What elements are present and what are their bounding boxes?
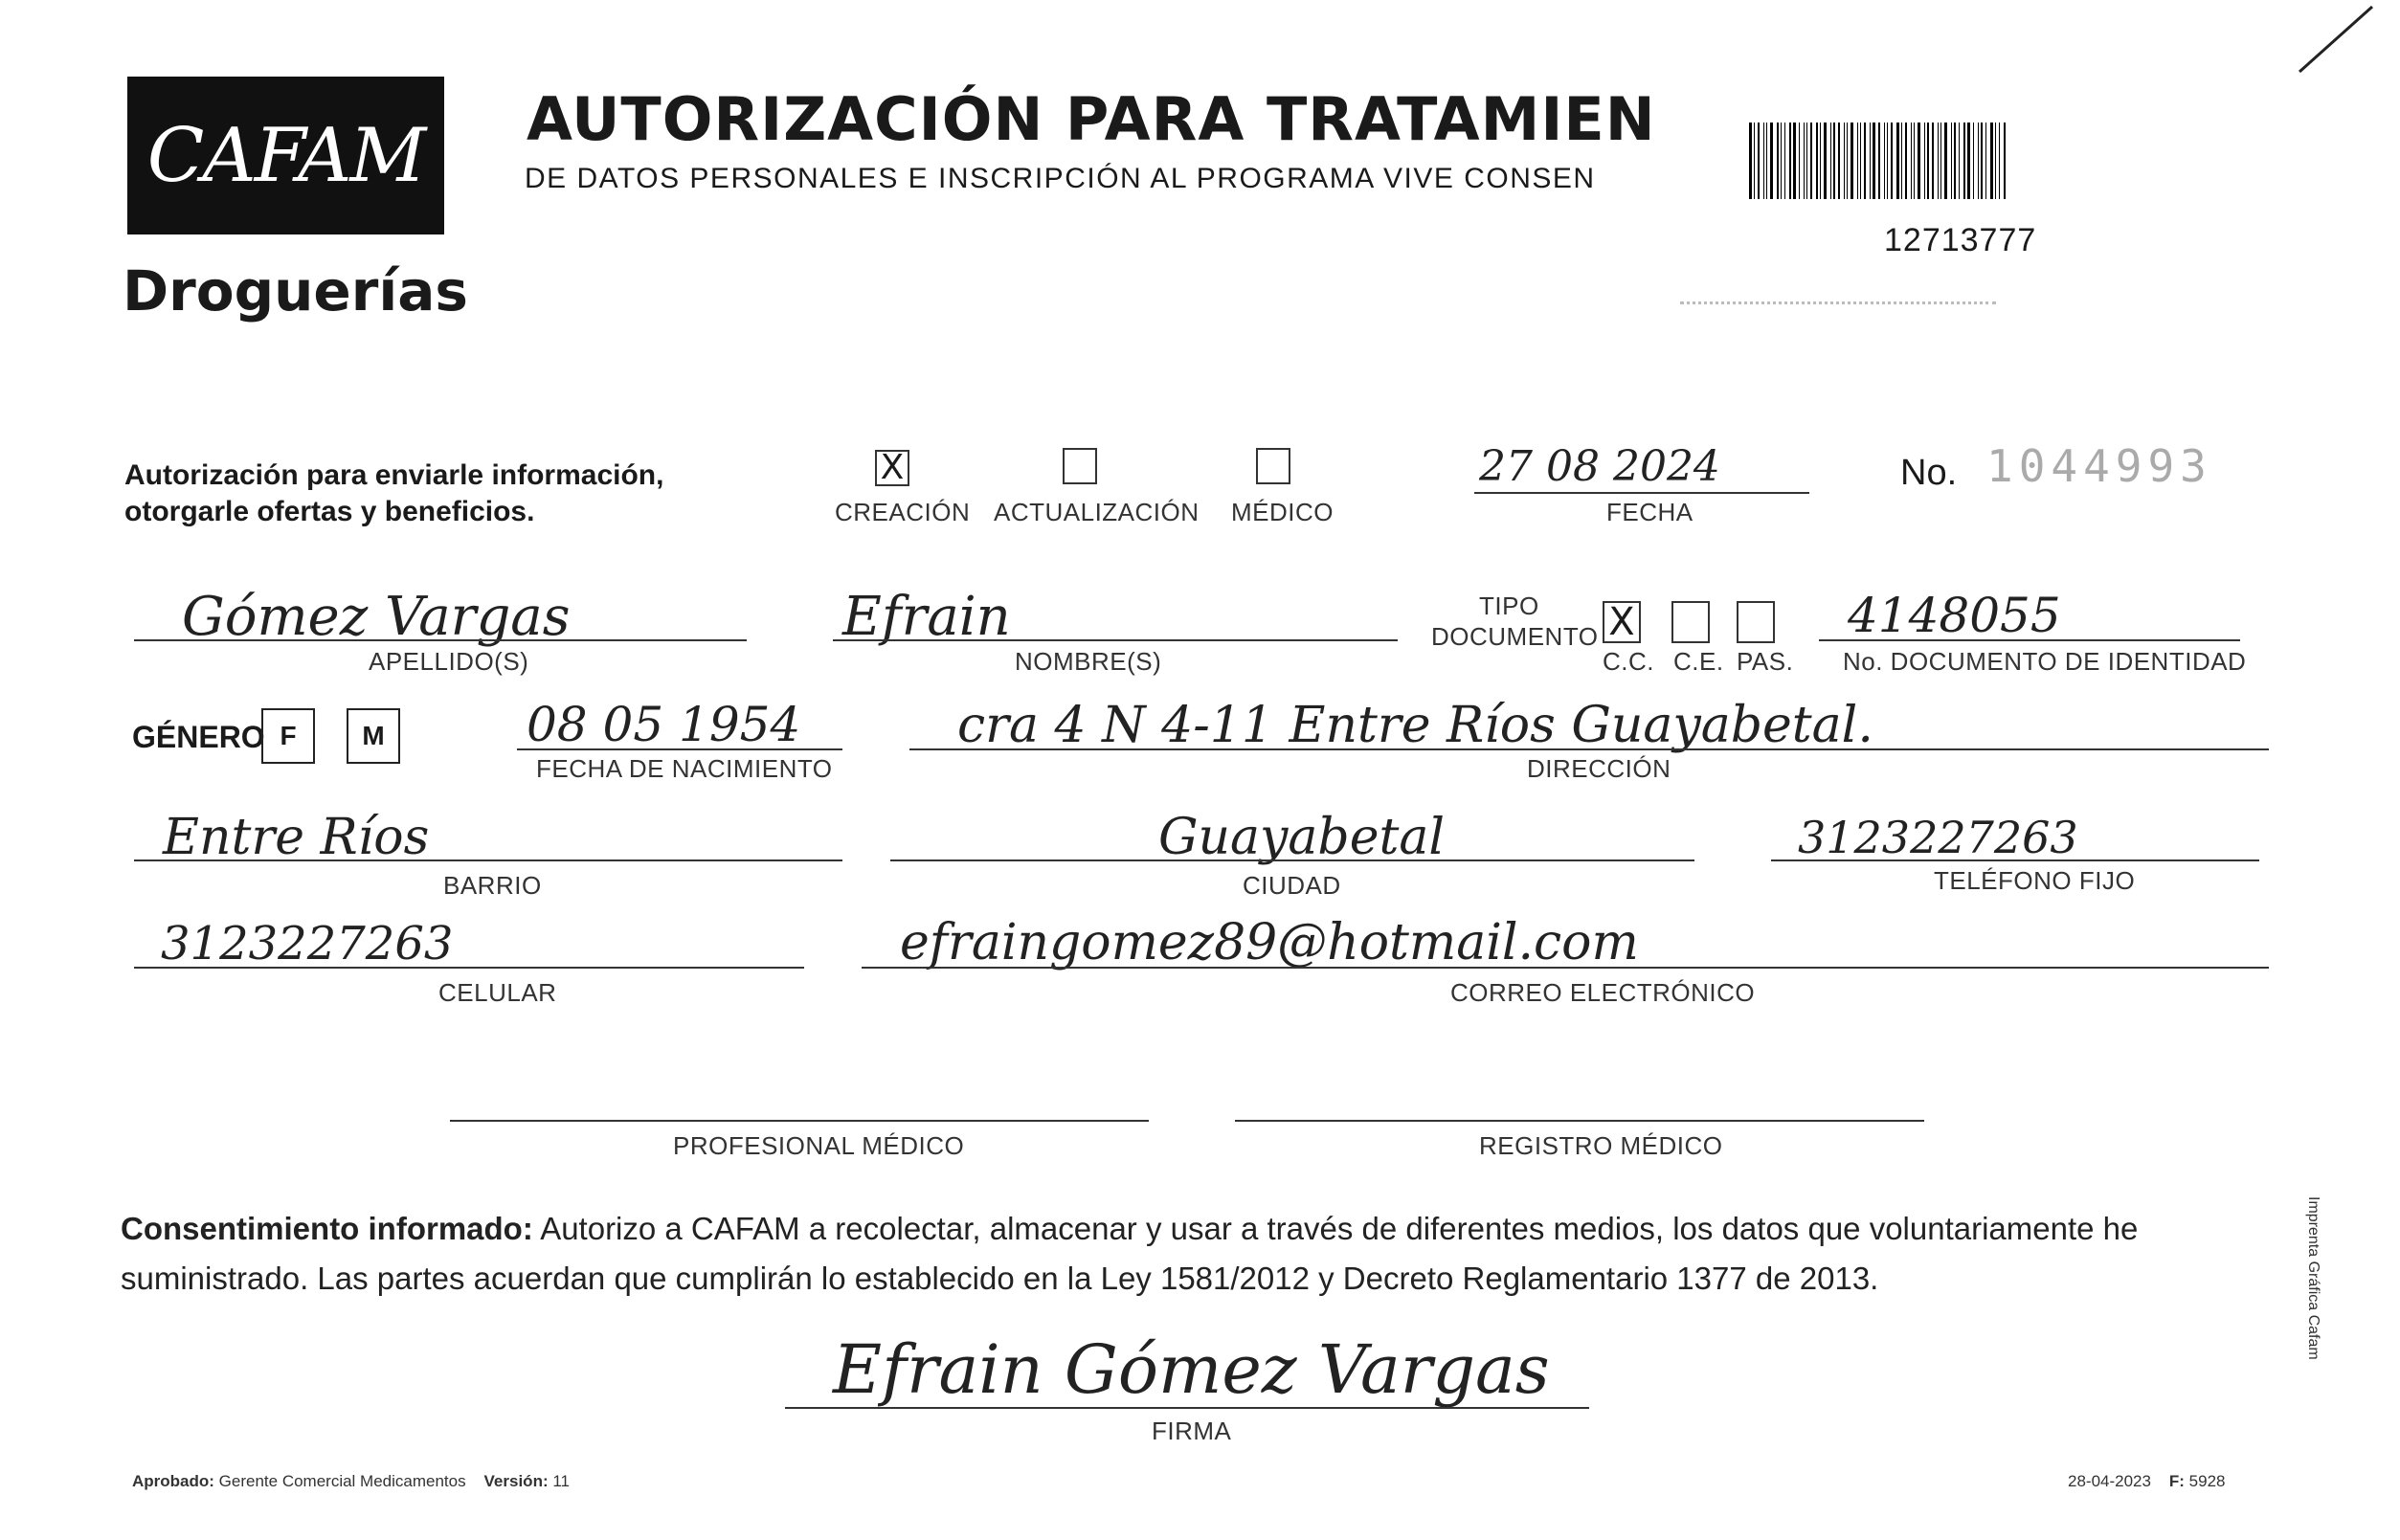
barcode-bar <box>1793 123 1796 199</box>
apellidos-value: Gómez Vargas <box>182 586 571 648</box>
doc-number-line[interactable] <box>1819 639 2240 641</box>
email-value: efraingomez89@hotmail.com <box>900 914 1639 971</box>
barcode-bar <box>1784 123 1785 199</box>
barcode-bar <box>1914 123 1915 199</box>
consent-text: Autorizo a CAFAM a recolectar, almacenar y usar a través de diferentes medios, los datos que voluntariamente he suministrado. Las partes acuerdan que cumplirán lo establecido en la Ley 1581/2012 y Decreto Reglamentario 1377 de 2013. <box>121 1211 2139 1296</box>
doc-number-label: No. DOCUMENTO DE IDENTIDAD <box>1843 647 2247 676</box>
telefono-label: TELÉFONO FIJO <box>1934 866 2136 895</box>
barcode-bar <box>1824 123 1827 199</box>
signature-line[interactable] <box>785 1407 1589 1409</box>
checkbox-ce[interactable] <box>1671 601 1710 643</box>
checkbox-creacion[interactable] <box>875 450 909 486</box>
barcode <box>1749 123 2132 199</box>
barcode-bar <box>1911 123 1912 199</box>
barcode-bar <box>1963 123 1965 199</box>
profesional-line[interactable] <box>450 1120 1149 1122</box>
pas-label: PAS. <box>1737 647 1794 676</box>
barcode-bar <box>1954 123 1956 199</box>
genero-m-box[interactable]: M <box>347 708 400 764</box>
nombre-line[interactable] <box>833 639 1398 641</box>
email-line[interactable] <box>862 967 2269 969</box>
genero-label: GÉNERO <box>132 720 265 754</box>
barcode-bar <box>1959 123 1960 199</box>
checkbox-cc[interactable]: X <box>1603 601 1641 643</box>
form-number-value: 1044993 <box>1986 440 2212 492</box>
medico-label: MÉDICO <box>1231 498 1334 526</box>
barcode-bar <box>1981 123 1983 199</box>
footer-approval: Aprobado: Gerente Comercial Medicamentos Versión: 11 <box>132 1472 571 1490</box>
actualizacion-label: ACTUALIZACIÓN <box>994 498 1200 526</box>
date-label: FECHA <box>1606 498 1693 526</box>
address-value: cra 4 N 4-11 Entre Ríos Guayabetal. <box>957 697 1873 754</box>
barcode-bar <box>1810 123 1812 199</box>
profesional-label: PROFESIONAL MÉDICO <box>673 1131 965 1160</box>
barcode-bar <box>1967 123 1970 199</box>
barcode-bar <box>1816 123 1818 199</box>
divider-dots <box>1680 301 1996 304</box>
ce-label: C.E. <box>1673 647 1724 676</box>
barcode-bar <box>1777 123 1779 199</box>
documento-label: DOCUMENTO <box>1431 622 1599 651</box>
authorization-label: Autorización para enviarle información, otorgarle ofertas y beneficios. <box>124 459 664 527</box>
form-number-label: No. <box>1900 453 1958 493</box>
ciudad-label: CIUDAD <box>1243 871 1341 900</box>
nombre-value: Efrain <box>842 586 1011 648</box>
apellidos-line[interactable] <box>134 639 747 641</box>
barcode-bar <box>1924 123 1925 199</box>
barrio-label: BARRIO <box>443 871 542 900</box>
signature-label: FIRMA <box>1152 1417 1232 1445</box>
consent-heading: Consentimiento informado: <box>121 1211 533 1246</box>
barcode-bar <box>1940 123 1941 199</box>
barcode-bar <box>1870 123 1871 199</box>
barcode-bar <box>1896 123 1899 199</box>
date-value: 27 08 2024 <box>1479 442 1720 491</box>
barcode-bar <box>1985 123 1986 199</box>
barrio-line[interactable] <box>134 859 842 861</box>
barcode-bar <box>1758 123 1760 199</box>
form-title: AUTORIZACIÓN PARA TRATAMIEN <box>527 84 1656 154</box>
barcode-bar <box>1770 123 1773 199</box>
barcode-bar <box>1878 123 1880 199</box>
footer-date-code: 28-04-2023 F: 5928 <box>2068 1472 2226 1490</box>
barcode-bar <box>1806 123 1807 199</box>
celular-line[interactable] <box>134 967 804 969</box>
barcode-bar <box>1995 123 1996 199</box>
doc-number-value: 4148055 <box>1848 588 2061 643</box>
barcode-bar <box>1978 123 1979 199</box>
cafam-logo: CAFAM <box>127 77 444 234</box>
address-label: DIRECCIÓN <box>1527 754 1671 783</box>
telefono-value: 3123227263 <box>1798 812 2078 863</box>
barcode-bar <box>1749 123 1752 199</box>
pen-mark <box>2298 5 2374 74</box>
checkbox-actualizacion[interactable] <box>1063 448 1097 484</box>
barcode-bar <box>1901 123 1902 199</box>
barcode-bar <box>1763 123 1764 199</box>
barcode-bar <box>1932 123 1934 199</box>
barcode-bar <box>1905 123 1907 199</box>
nombre-label: NOMBRE(S) <box>1015 647 1162 676</box>
registro-label: REGISTRO MÉDICO <box>1479 1131 1723 1160</box>
barcode-bar <box>1864 123 1866 199</box>
barcode-bar <box>1973 123 1974 199</box>
barcode-bar <box>1789 123 1791 199</box>
barcode-bar <box>1918 123 1920 199</box>
barcode-bar <box>1938 123 1939 199</box>
tipo-label: TIPO <box>1479 591 1539 620</box>
birth-value: 08 05 1954 <box>527 697 801 752</box>
email-label: CORREO ELECTRÓNICO <box>1450 978 1756 1007</box>
check-mark: X <box>880 448 905 487</box>
barcode-bar <box>1766 123 1767 199</box>
printer-credit: Imprenta Gráfica Cafam <box>2305 1196 2321 1360</box>
birth-line[interactable] <box>517 748 842 750</box>
date-line <box>1474 492 1809 494</box>
barcode-bar <box>1999 123 2000 199</box>
address-line[interactable] <box>909 748 2269 750</box>
barcode-bar <box>1847 123 1848 199</box>
barcode-bar <box>1873 123 1875 199</box>
barcode-bar <box>1830 123 1831 199</box>
barcode-bar <box>1820 123 1821 199</box>
birth-label: FECHA DE NACIMIENTO <box>536 754 833 783</box>
registro-line[interactable] <box>1235 1120 1924 1122</box>
barcode-bar <box>1860 123 1861 199</box>
barcode-bar <box>1884 123 1885 199</box>
barcode-bar <box>1891 123 1893 199</box>
barcode-bar <box>1804 123 1805 199</box>
barcode-bar <box>1754 123 1755 199</box>
barcode-bar <box>1799 123 1800 199</box>
cc-label: C.C. <box>1603 647 1654 676</box>
checkbox-pas[interactable] <box>1737 601 1775 643</box>
barcode-number: 12713777 <box>1884 222 2037 258</box>
barcode-bar <box>1857 123 1858 199</box>
barcode-bar <box>1838 123 1840 199</box>
signature: Efrain Gómez Vargas <box>833 1330 1550 1409</box>
apellidos-label: APELLIDO(S) <box>369 647 529 676</box>
celular-value: 3123227263 <box>161 917 454 971</box>
creacion-label: CREACIÓN <box>835 498 971 526</box>
consent-paragraph <box>121 1204 2265 1304</box>
celular-label: CELULAR <box>438 978 557 1007</box>
form-subtitle: DE DATOS PERSONALES E INSCRIPCIÓN AL PROGRAMA VIVE CONSEN <box>525 163 1596 194</box>
barcode-bar <box>1781 123 1782 199</box>
barcode-bar <box>1833 123 1835 199</box>
barcode-bar <box>1927 123 1929 199</box>
barcode-bar <box>1990 123 1993 199</box>
barcode-bar <box>1951 123 1952 199</box>
barcode-bar <box>1850 123 1853 199</box>
barcode-bar <box>1844 123 1845 199</box>
ciudad-value: Guayabetal <box>1158 809 1445 866</box>
brand-subtitle: Droguerías <box>123 258 468 324</box>
barrio-value: Entre Ríos <box>163 809 430 866</box>
ciudad-line[interactable] <box>890 859 1694 861</box>
barcode-bar <box>2004 123 2006 199</box>
checkbox-medico[interactable] <box>1256 448 1290 484</box>
barcode-bar <box>1944 123 1947 199</box>
barcode-bar <box>1887 123 1888 199</box>
genero-f-box[interactable]: F <box>261 708 315 764</box>
telefono-line[interactable] <box>1771 859 2259 861</box>
